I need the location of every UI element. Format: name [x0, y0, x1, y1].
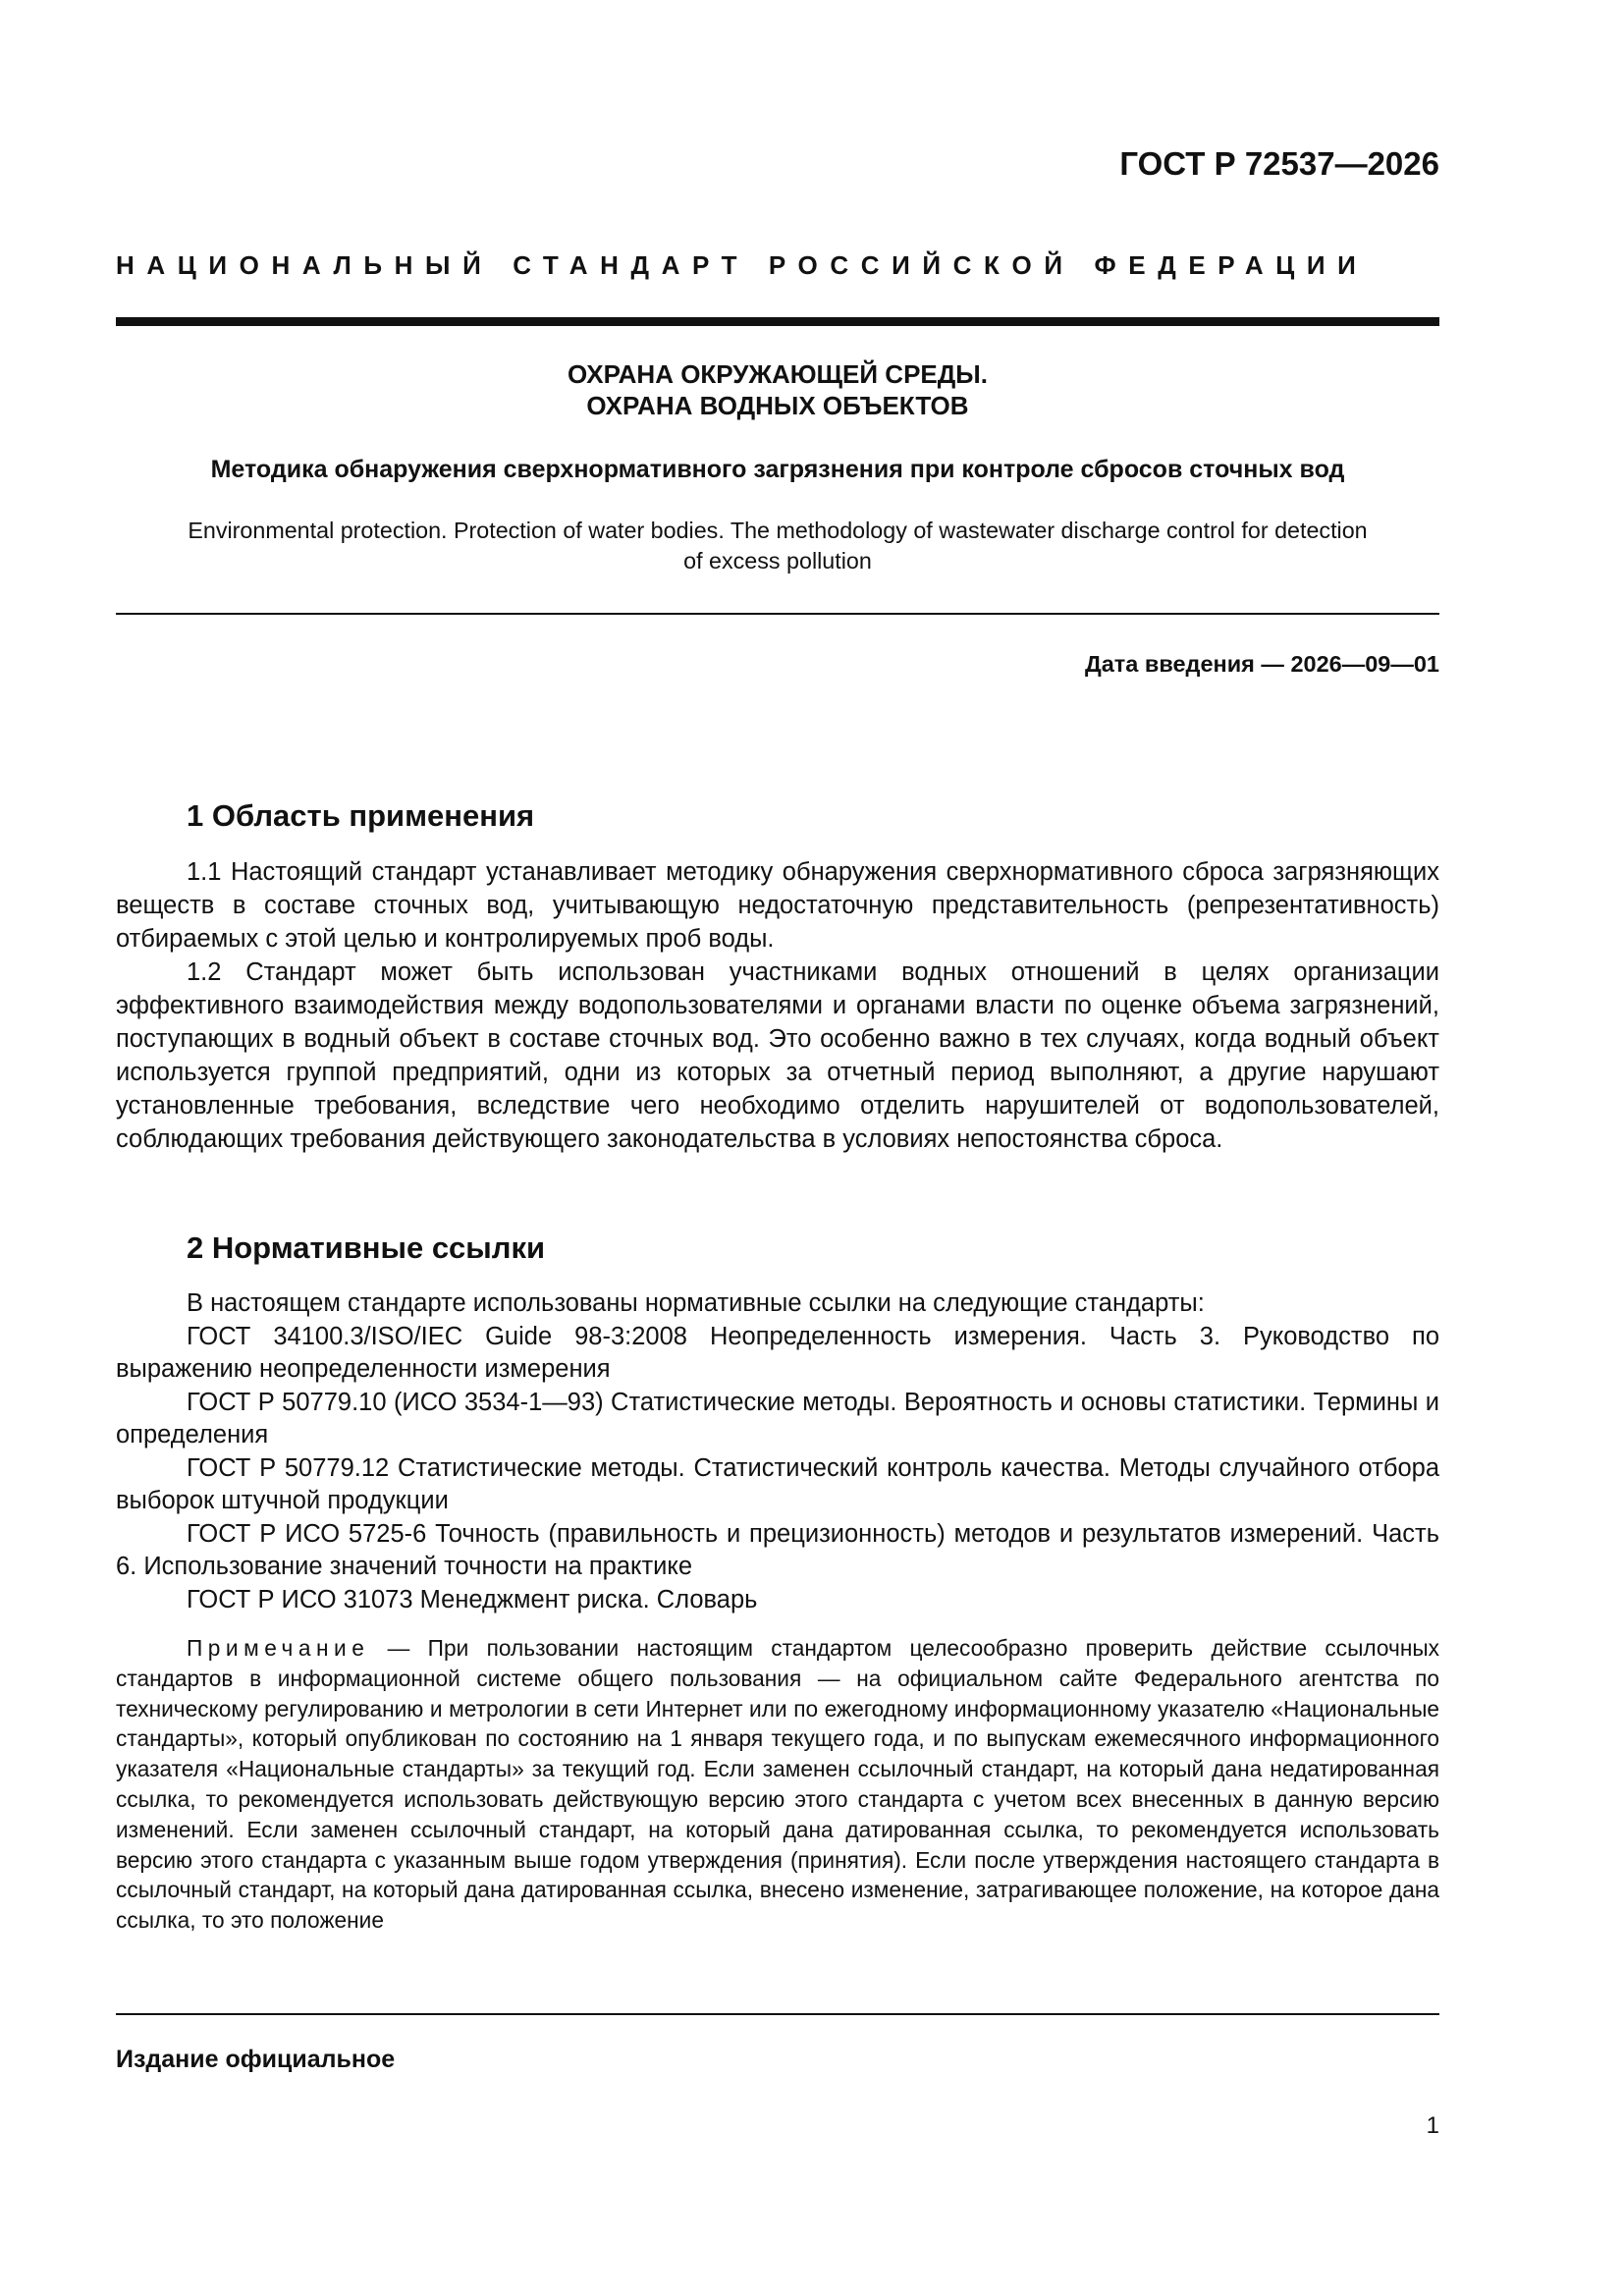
reference-item: ГОСТ Р ИСО 31073 Менеджмент риска. Словарь: [187, 1585, 758, 1613]
title-rule: [116, 613, 1439, 615]
page-number: 1: [1426, 2112, 1439, 2139]
introduction-date: Дата введения — 2026—09—01: [1084, 651, 1439, 677]
reference-item: ГОСТ 34100.3/ISO/IEC Guide 98-3:2008 Неопределенность измерения. Часть 3. Руководство по выражению неопределенности измерения: [116, 1322, 1439, 1383]
national-standard-heading: НАЦИОНАЛЬНЫЙ СТАНДАРТ РОССИЙСКОЙ ФЕДЕРАЦИИ: [116, 250, 1369, 280]
footer-rule: [116, 2013, 1439, 2015]
section-1-heading: 1 Область применения: [187, 798, 535, 833]
subtitle-english-line-1: Environmental protection. Protection of water bodies. The methodology of wastewater discharge control for detection: [188, 518, 1368, 543]
standard-designation: ГОСТ Р 72537—2026: [1119, 145, 1439, 182]
subtitle-english-line-2: of excess pollution: [683, 548, 872, 574]
subtitle-russian: Методика обнаружения сверхнормативного загрязнения при контроле сбросов сточных вод: [210, 456, 1345, 483]
section-scope: [116, 798, 1439, 834]
references-intro: В настоящем стандарте использованы нормативные ссылки на следующие стандарты:: [187, 1289, 1205, 1317]
paragraph-1-2: 1.2 Стандарт может быть использован участниками водных отношений в целях организации эффективного взаимодействия между водопользователями и органами власти по оценке объема загрязнений, поступающих в водный объект в составе сточных вод. Это особенно важно в тех случаях, когда водный объект используется группой предприятий, одни из которых за отчетный период выполняют, а другие нарушают установленные требования, вследствие чего необходимо отделить нарушителей от водопользователей, соблюдающих требования действующего законодательства в условиях непостоянства сброса.: [116, 958, 1439, 1153]
reference-item: ГОСТ Р ИСО 5725-6 Точность (правильность и прецизионность) методов и результатов измерений. Часть 6. Использование значений точности на практике: [116, 1519, 1439, 1580]
section-1-body: [116, 855, 1439, 1156]
note-label: Примечание: [187, 1635, 370, 1661]
title-line-2: ОХРАНА ВОДНЫХ ОБЪЕКТОВ: [586, 391, 969, 420]
note-paragraph: [116, 1633, 1439, 1936]
official-edition-label: Издание официальное: [116, 2046, 396, 2073]
reference-item: ГОСТ Р 50779.12 Статистические методы. Статистический контроль качества. Методы случайного отбора выборок штучной продукции: [116, 1453, 1439, 1514]
paragraph-1-1: 1.1 Настоящий стандарт устанавливает методику обнаружения сверхнормативного сброса загрязняющих веществ в составе сточных вод, учитывающую недостаточную представительность (репрезентативность) отбираемых с этой целью и контролируемых проб воды.: [116, 858, 1439, 953]
header-rule: [116, 317, 1439, 326]
title-line-1: ОХРАНА ОКРУЖАЮЩЕЙ СРЕДЫ.: [568, 359, 988, 389]
section-2-body: [116, 1287, 1439, 1616]
reference-item: ГОСТ Р 50779.10 (ИСО 3534-1—93) Статистические методы. Вероятность и основы статистики. Термины и определения: [116, 1388, 1439, 1449]
section-2-heading: 2 Нормативные ссылки: [187, 1230, 546, 1265]
section-normative-references: [116, 1230, 1439, 1266]
note-text: — При пользовании настоящим стандартом целесообразно проверить действие ссылочных стандартов в информационной системе общего пользования — на официальном сайте Федерального агентства по техническому регулированию и метрологии в сети Интернет или по ежегодному информационному указателю «Национальные стандарты», который опубликован по состоянию на 1 января текущего года, и по выпускам ежемесячного информационного указателя «Национальные стандарты» за текущий год. Если заменен ссылочный стандарт, на который дана недатированная ссылка, то рекомендуется использовать действующую версию этого стандарта с учетом всех внесенных в данную версию изменений. Если заменен ссылочный стандарт, на который дана датированная ссылка, то рекомендуется использовать версию этого стандарта с указанным выше годом утверждения (принятия). Если после утверждения настоящего стандарта в ссылочный стандарт, на который дана датированная ссылка, внесено изменение, затрагивающее положение, на которое дана ссылка, то это положение: [116, 1635, 1439, 1934]
subtitle-english: [116, 516, 1439, 576]
document-title: [116, 358, 1439, 421]
